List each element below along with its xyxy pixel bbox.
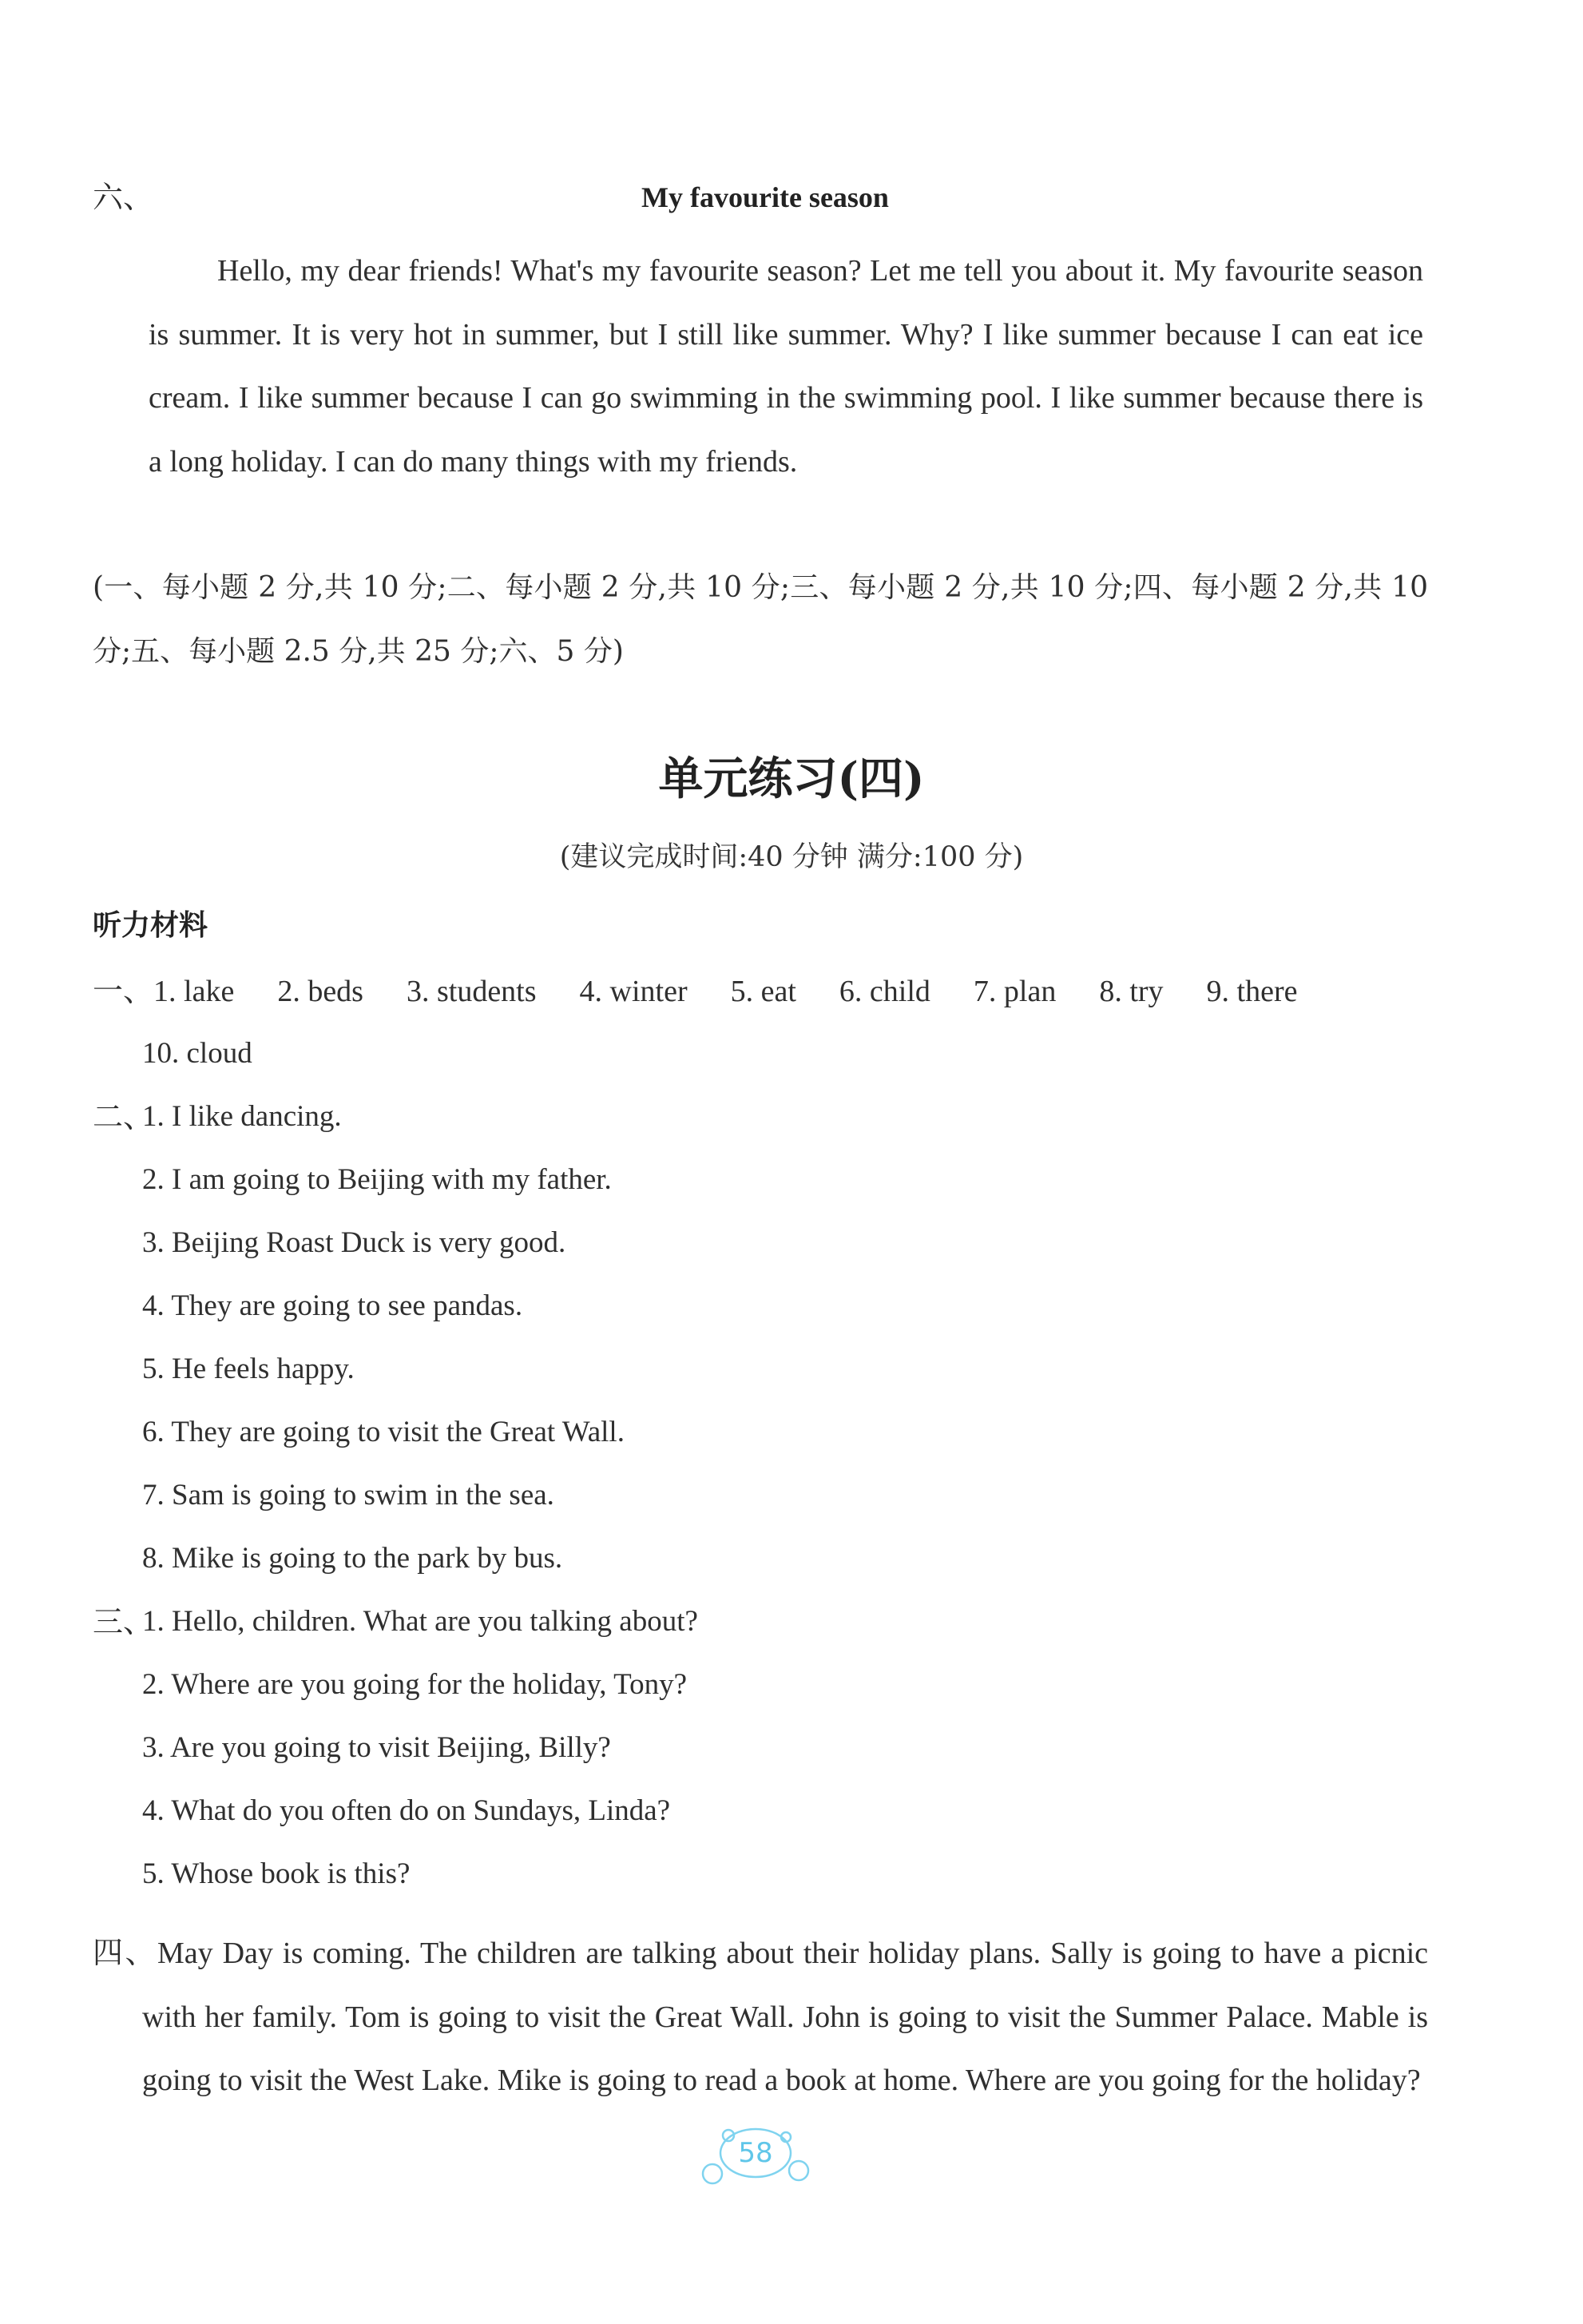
- essay-title: My favourite season: [641, 181, 889, 213]
- part-3-item: 1. Hello, children. What are you talking about?: [142, 1605, 698, 1638]
- part-2-item: 8. Mike is going to the park by bus.: [142, 1542, 563, 1575]
- part-1-item: 2. beds: [277, 975, 363, 1008]
- unit-title: 单元练习(四): [658, 753, 925, 805]
- part-1-item: 6. child: [839, 975, 930, 1008]
- part-1-label: 一、: [93, 973, 154, 1008]
- part-3-item: 4. What do you often do on Sundays, Linda?: [142, 1794, 671, 1827]
- part-4-passage: [93, 1921, 1428, 2113]
- part-3-label: 三、: [93, 1604, 154, 1639]
- page-number: 58: [738, 2137, 773, 2169]
- part-2-item: 7. Sam is going to swim in the sea.: [142, 1479, 554, 1512]
- part-2-item: 6. They are going to visit the Great Wall.: [142, 1416, 625, 1448]
- essay-paragraph: Hello, my dear friends! What's my favourite season? Let me tell you about it. My favourite season is summer. It is very hot in summer, but I still like summer. Why? I like summer because I can eat ice cream. I like summer because I can go swimming in the swimming pool. I like summer because there is a long holiday. I can do many things with my friends.: [149, 254, 1423, 479]
- part-1-item: 4. winter: [579, 975, 688, 1008]
- unit-subtitle: (建议完成时间:40 分钟 满分:100 分): [559, 841, 1024, 873]
- part-2-item: 1. I like dancing.: [142, 1100, 342, 1133]
- listening-heading: 听力材料: [93, 909, 208, 942]
- part-4-label: 四、: [93, 1935, 157, 1970]
- part-4-text: May Day is coming. The children are talking about their holiday plans. Sally is going to have a picnic with her family. Tom is going to visit the Great Wall. John is going to visit the Summer Palace. Mable is going to visit the West Lake. Mike is going to read a book at home. Where are you going for the holiday?: [142, 1937, 1428, 2097]
- part-2-item: 5. He feels happy.: [142, 1353, 355, 1385]
- part-1-row: [93, 971, 1450, 1011]
- part-2-label: 二、: [93, 1099, 154, 1134]
- part-1-item: 5. eat: [730, 975, 796, 1008]
- section-6-label: 六、: [93, 180, 154, 215]
- part-2-item: 4. They are going to see pandas.: [142, 1289, 523, 1322]
- part-1-item: 3. students: [406, 975, 537, 1008]
- part-1-item: 8. try: [1099, 975, 1164, 1008]
- part-1-item: 10. cloud: [142, 1037, 252, 1070]
- part-1-item: 1. lake: [153, 975, 235, 1008]
- part-1-item: 7. plan: [973, 975, 1057, 1008]
- part-1-item: 9. there: [1206, 975, 1298, 1008]
- part-3-item: 5. Whose book is this?: [142, 1857, 411, 1890]
- part-2-item: 3. Beijing Roast Duck is very good.: [142, 1226, 566, 1259]
- scoring-note: (一、每小题 2 分,共 10 分;二、每小题 2 分,共 10 分;三、每小题 2 分,共 10 分;四、每小题 2 分,共 10 分;五、每小题 2.5 分,共 25 分;六、5 分): [93, 571, 1428, 668]
- page-number-badge: [692, 2121, 819, 2193]
- part-3-item: 3. Are you going to visit Beijing, Billy?: [142, 1731, 611, 1764]
- part-2-item: 2. I am going to Beijing with my father.: [142, 1163, 612, 1196]
- part-3-item: 2. Where are you going for the holiday, Tony?: [142, 1668, 688, 1701]
